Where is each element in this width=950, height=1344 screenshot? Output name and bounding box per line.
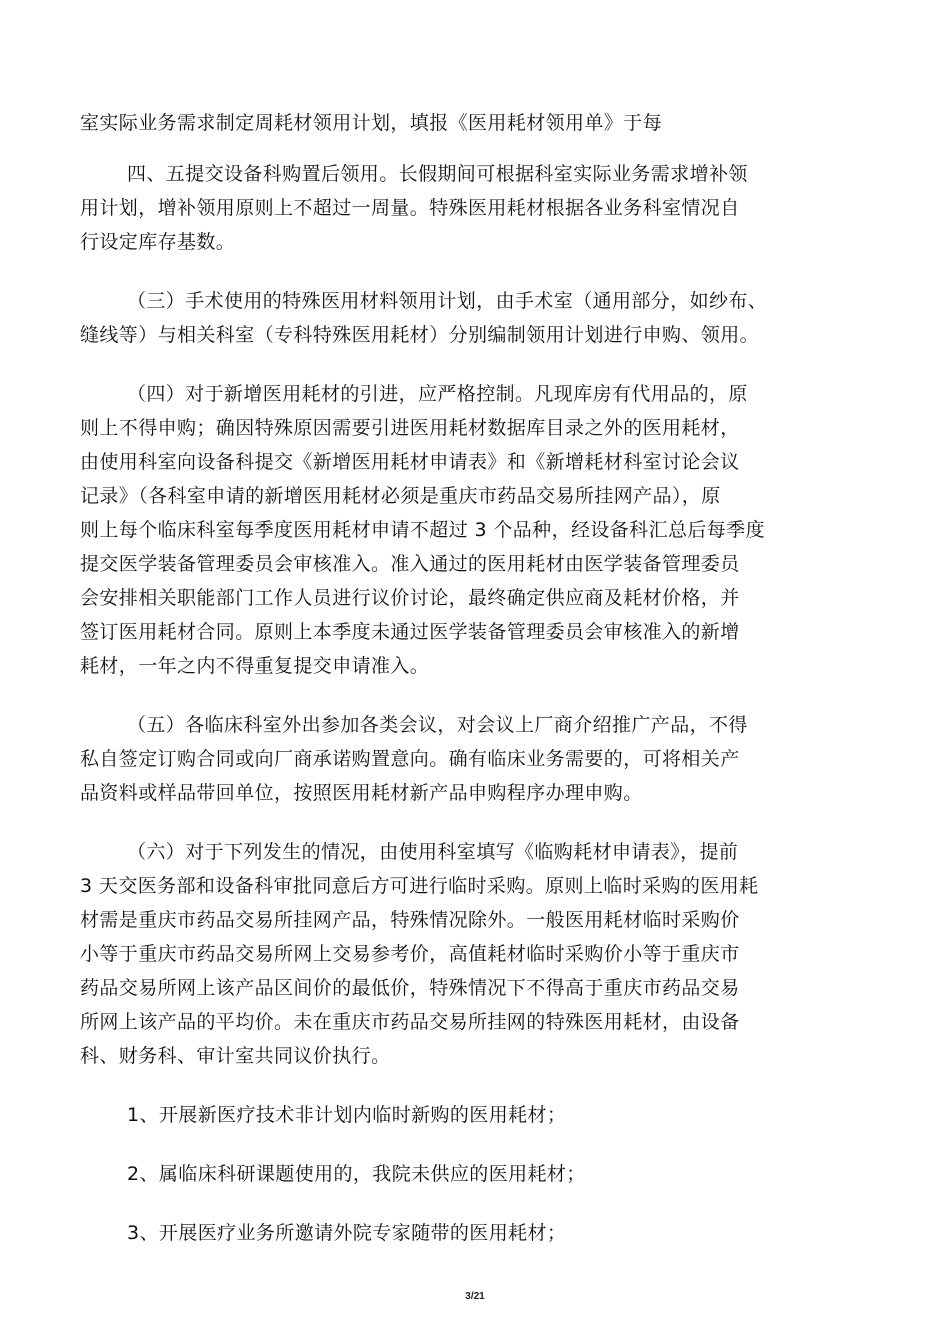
text-line: （三）手术使用的特殊医用材料领用计划，由手术室（通用部分，如纱布、: [127, 290, 768, 312]
text-line: （五）各临床科室外出参加各类会议，对会议上厂商介绍推广产品，不得: [127, 714, 748, 736]
text-line: 材需是重庆市药品交易所挂网产品，特殊情况除外。一般医用耗材临时采购价: [80, 909, 740, 931]
text-line: 用计划，增补领用原则上不超过一周量。特殊医用耗材根据各业务科室情况自: [80, 197, 740, 219]
text-line: 药品交易所网上该产品区间价的最低价，特殊情况下不得高于重庆市药品交易: [80, 977, 740, 999]
document-body: [80, 106, 870, 1250]
text-line: 耗材，一年之内不得重复提交申请准入。: [80, 655, 430, 677]
text-line: 小等于重庆市药品交易所网上交易参考价，高值耗材临时采购价小等于重庆市: [80, 943, 740, 965]
text-line: （六）对于下列发生的情况，由使用科室填写《临购耗材申请表》，提前: [127, 841, 739, 863]
text-line: 缝线等）与相关科室（专科特殊医用耗材）分别编制领用计划进行申购、领用。: [80, 324, 760, 346]
paragraph-section-5: [80, 708, 870, 810]
text-line: 科、财务科、审计室共同议价执行。: [80, 1045, 391, 1067]
text-line: 提交医学装备管理委员会审核准入。准入通过的医用耗材由医学装备管理委员: [80, 553, 740, 575]
text-line: 会安排相关职能部门工作人员进行议价讨论，最终确定供应商及耗材价格，并: [80, 587, 740, 609]
text-line: 则上每个临床科室每季度医用耗材申请不超过 3 个品种，经设备科汇总后每季度: [80, 519, 765, 541]
list-item-2: [80, 1157, 870, 1191]
paragraph-leave-period: [80, 157, 870, 259]
paragraph-section-6: [80, 835, 870, 1073]
text-line: 签订医用耗材合同。原则上本季度未通过医学装备管理委员会审核准入的新增: [80, 621, 740, 643]
text-line: （四）对于新增医用耗材的引进，应严格控制。凡现库房有代用品的，原: [127, 383, 748, 405]
text-line: 由使用科室向设备科提交《新增医用耗材申请表》和《新增耗材科室讨论会议: [80, 451, 740, 473]
text-line: 1、开展新医疗技术非计划内临时新购的医用耗材；: [127, 1104, 567, 1126]
list-item-3: [80, 1216, 870, 1250]
text-line: 记录》（各科室申请的新增医用耗材必须是重庆市药品交易所挂网产品），原: [80, 485, 721, 507]
text-line: 3 天交医务部和设备科审批同意后方可进行临时采购。原则上临时采购的医用耗: [80, 875, 759, 897]
text-line: 则上不得申购；确因特殊原因需要引进医用耗材数据库目录之外的医用耗材，: [80, 417, 740, 439]
paragraph-continuation: [80, 106, 870, 140]
page-number: 3/21: [465, 1291, 485, 1302]
text-line: 四、五提交设备科购置后领用。长假期间可根据科室实际业务需求增补领: [127, 163, 748, 185]
text-line: 2、属临床科研课题使用的，我院未供应的医用耗材；: [127, 1163, 586, 1185]
text-line: 所网上该产品的平均价。未在重庆市药品交易所挂网的特殊医用耗材，由设备: [80, 1011, 740, 1033]
text-line: 私自签定订购合同或向厂商承诺购置意向。确有临床业务需要的，可将相关产: [80, 748, 740, 770]
list-item-1: [80, 1098, 870, 1132]
paragraph-section-4: [80, 377, 870, 683]
text-line: 3、开展医疗业务所邀请外院专家随带的医用耗材；: [127, 1222, 567, 1244]
paragraph-section-3: [80, 284, 870, 352]
text-line: 行设定库存基数。: [80, 231, 236, 253]
text-line: 室实际业务需求制定周耗材领用计划，填报《医用耗材领用单》于每: [80, 112, 663, 134]
text-line: 品资料或样品带回单位，按照医用耗材新产品申购程序办理申购。: [80, 782, 643, 804]
